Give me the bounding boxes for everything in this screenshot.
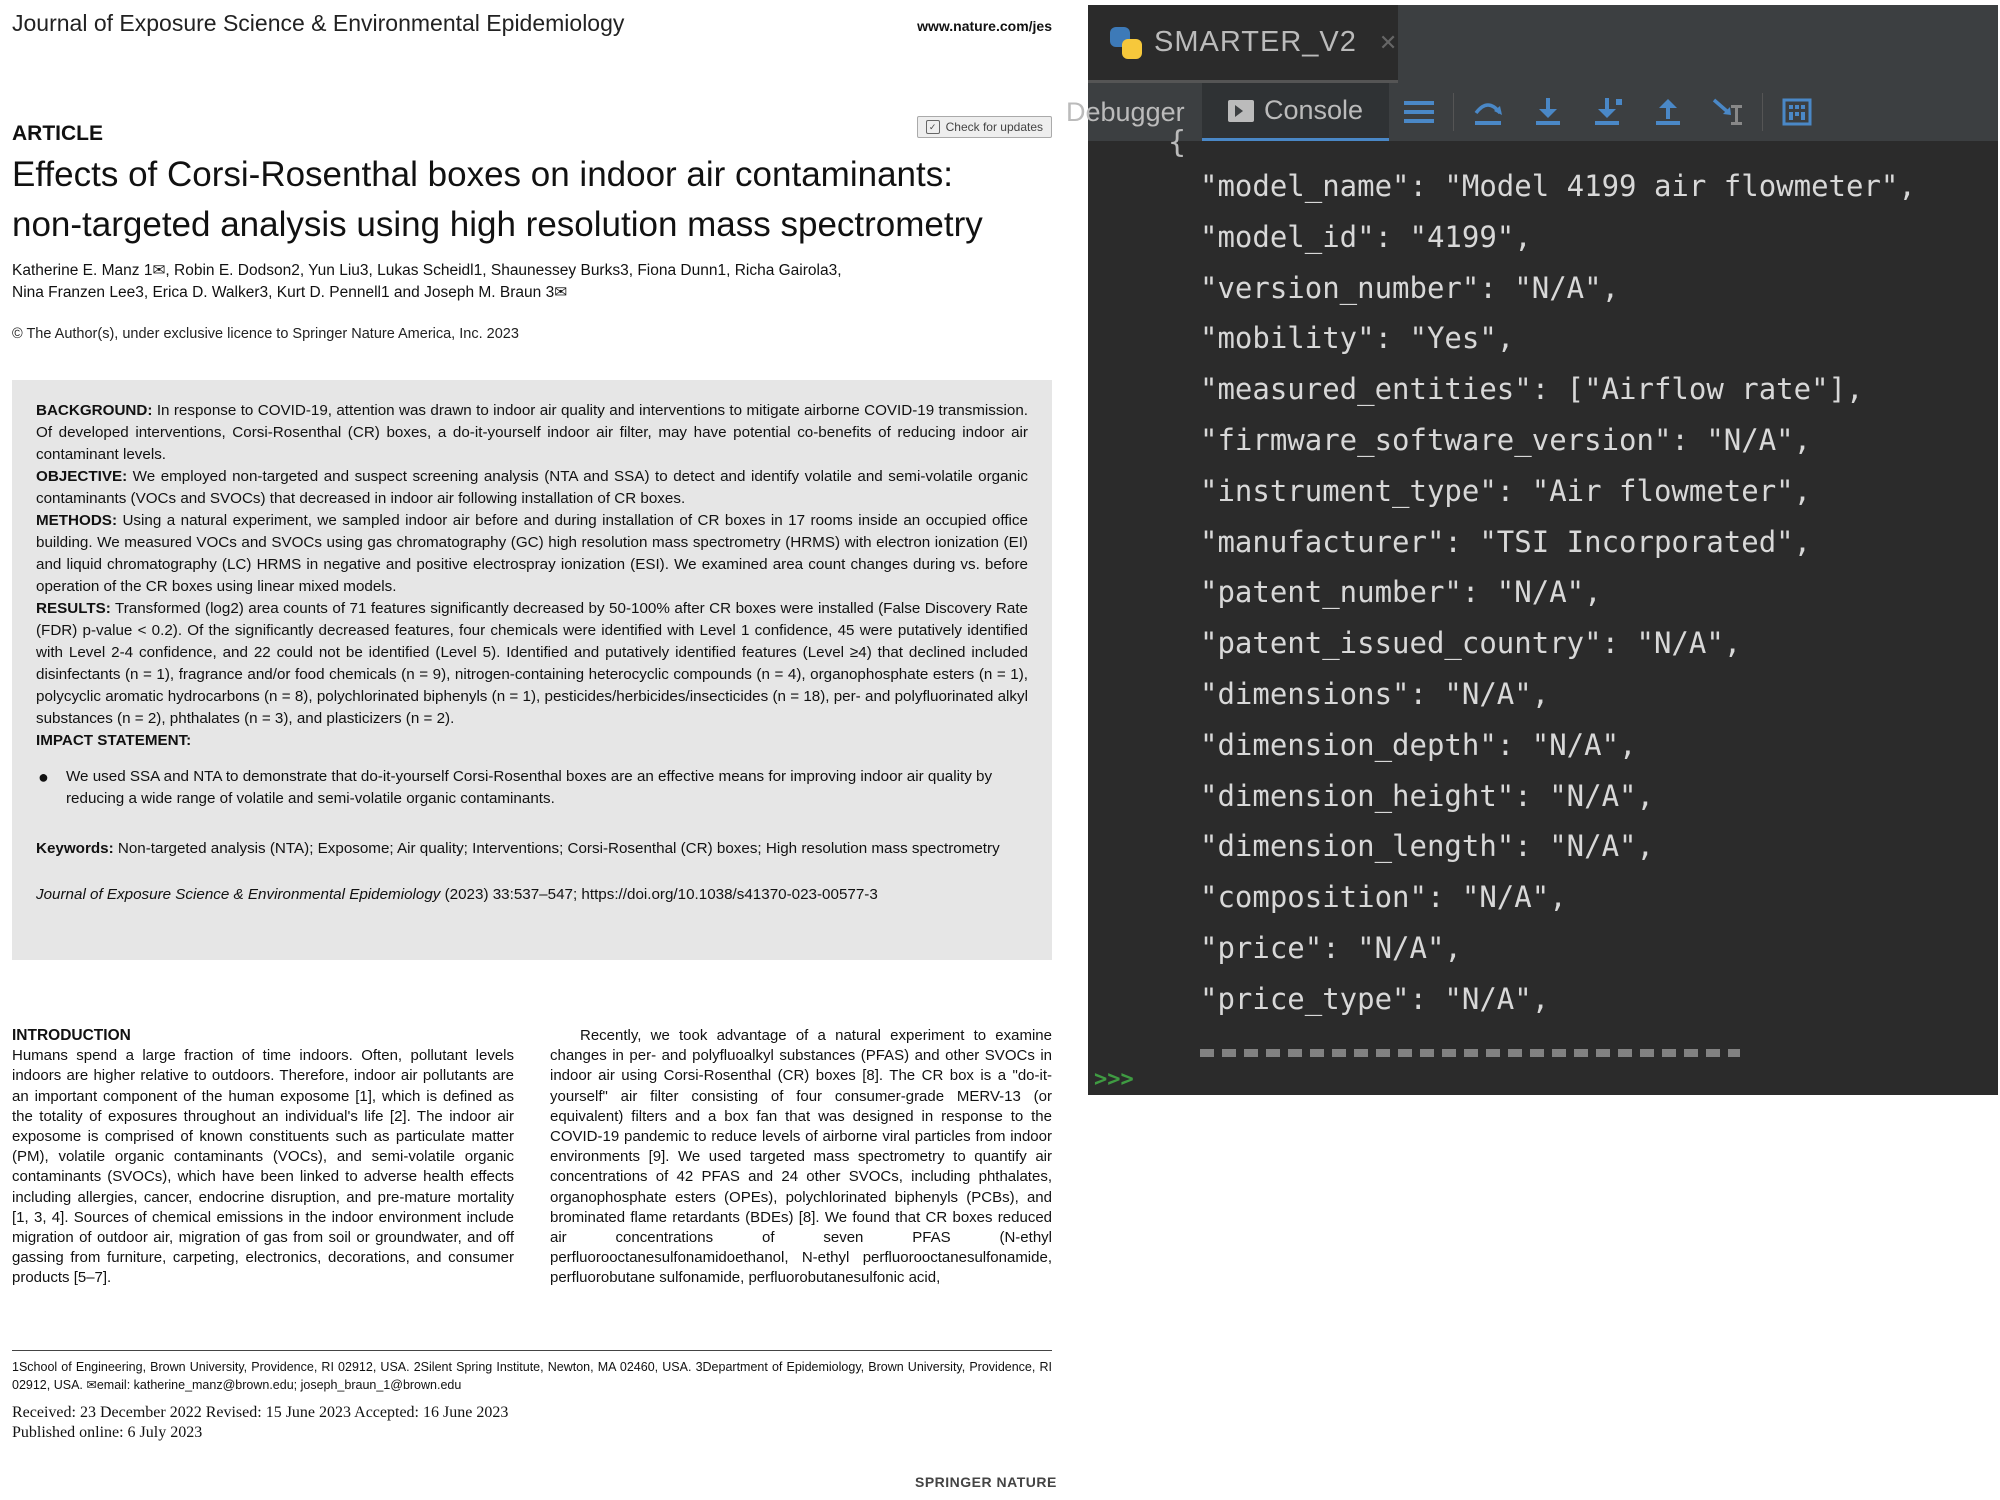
- impact-statement: ● We used SSA and NTA to demonstrate that do-it-yourself Corsi-Rosenthal boxes are an effective means for improving indoor air quality by reducing a wide range of volatile and semi-volatile organic contaminants.: [38, 767, 993, 807]
- step-into-my-code-icon[interactable]: [1578, 83, 1638, 141]
- json-line: "price_type": "N/A",: [1200, 981, 1550, 1016]
- affiliations: 1School of Engineering, Brown University, Providence, RI 02912, USA. 2Silent Spring Institute, Newton, MA 02460, USA. 3Department of Epidemiology, Brown University, Providence, RI 02912, USA. ✉email: katherine_manz@brown.edu; joseph_braun_1@brown.edu: [12, 1360, 1052, 1392]
- json-line: "dimension_height": "N/A",: [1200, 778, 1654, 813]
- step-out-icon[interactable]: [1638, 83, 1698, 141]
- console-prompt[interactable]: >>>: [1094, 1067, 1134, 1092]
- tab-project[interactable]: [1088, 5, 1398, 83]
- console-tab-label: Console: [1264, 95, 1364, 125]
- abstract-results: RESULTS: Transformed (log2) area counts of 71 features significantly decreased by 50-100% after CR boxes were installed (False Discovery Rate (FDR) p-value < 0.2). Of the significantly decreased features, four chemicals were identified with Level 1 confidence, 45 were putatively identified with Level 2-4 confidence, and 22 could not be identified (Level 5). Identified and putatively identified features (Level ≥4) that declined included disinfectants (n = 1), fragrance and/or food chemicals (n = 9), nitrogen-containing heterocyclic compounds (n = 4), organophosphate esters (n = 1), polycyclic aromatic hydrocarbons (n = 8), polychlorinated biphenyls (n = 1), pesticides/herbicides/insecticides (n = 18), per- and polyfluorinated alkyl substances (n = 2), phthalates (n = 3), and plasticizers (n = 2).: [36, 600, 1028, 727]
- json-line: "measured_entities": ["Airflow rate"],: [1200, 372, 1864, 407]
- introduction-left-column: [12, 1026, 514, 1289]
- abstract-objective: OBJECTIVE: We employed non-targeted and suspect screening analysis (NTA and SSA) to detect and identify volatile and semi-volatile organic contaminants (VOCs and SVOCs) that decreased in indoor air following installation of CR boxes.: [36, 468, 1028, 507]
- json-output: [1200, 161, 1916, 1025]
- json-line: "dimension_depth": "N/A",: [1200, 727, 1637, 762]
- json-line: "model_id": "4199",: [1200, 219, 1532, 254]
- impact-statement-heading: IMPACT STATEMENT:: [36, 732, 192, 749]
- toolbar-separator: [1453, 93, 1454, 131]
- check-updates-icon: ✓: [926, 120, 940, 134]
- ide-tab-bar: [1088, 5, 1998, 83]
- publisher-logo: SPRINGER NATURE: [915, 1474, 1057, 1490]
- json-line: "mobility": "Yes",: [1200, 321, 1515, 356]
- json-line: "instrument_type": "Air flowmeter",: [1200, 473, 1812, 508]
- article-type-label: ARTICLE: [12, 122, 103, 145]
- footnote-divider: [12, 1350, 1052, 1351]
- authors-line: Katherine E. Manz 1✉, Robin E. Dodson2, Yun Liu3, Lukas Scheidl1, Shaunessey Burks3, Fiona Dunn1, Richa Gairola3,: [12, 262, 842, 279]
- ide-toolbar: [1066, 83, 1998, 141]
- title-line: Effects of Corsi-Rosenthal boxes on indoor air contaminants:: [12, 155, 953, 194]
- publication-dates: [12, 1403, 508, 1443]
- introduction-paragraph: Humans spend a large fraction of time indoors. Often, pollutant levels indoors are higher relative to outdoors. Therefore, indoor air pollutants are an important component of the human exposome [1], which is defined as the totality of exposures throughout an individual's life [2]. The indoor air exposome is comprised of known constituents such as particulate matter (PM), volatile organic contaminants (VOCs), and semi-volatile organic contaminants (SVOCs), which have been linked to adverse health effects including allergies, cancer, endocrine disruption, and pre-mature mortality [1, 3, 4]. Sources of chemical emissions in the indoor environment include migration of outdoor air, migration of gas from soil or groundwater, and off gassing from furniture, carpeting, electronics, decorations, and consumer products [5–7].: [12, 1047, 514, 1287]
- ide-panel: [1066, 5, 1998, 1095]
- step-into-icon[interactable]: [1518, 83, 1578, 141]
- authors-line: Nina Franzen Lee3, Erica D. Walker3, Kurt D. Pennell1 and Joseph M. Braun 3✉: [12, 284, 568, 301]
- json-line: "version_number": "N/A",: [1200, 270, 1620, 305]
- python-icon: [1110, 27, 1142, 59]
- received-dates: Received: 23 December 2022 Revised: 15 June 2023 Accepted: 16 June 2023: [12, 1404, 509, 1421]
- published-date: Published online: 6 July 2023: [12, 1424, 203, 1441]
- keywords: Keywords: Non-targeted analysis (NTA); Exposome; Air quality; Interventions; Corsi-Rosenthal (CR) boxes; High resolution mass spectrometry: [36, 840, 1000, 857]
- article-title: [12, 150, 1062, 250]
- introduction-right-column: [550, 1026, 1052, 1289]
- console-output[interactable]: [1088, 125, 1998, 1067]
- json-line: "composition": "N/A",: [1200, 880, 1567, 915]
- title-line: non-targeted analysis using high resolution mass spectrometry: [12, 205, 983, 244]
- journal-url[interactable]: www.nature.com/jes: [917, 18, 1052, 34]
- check-for-updates-button[interactable]: [917, 116, 1052, 138]
- menu-icon[interactable]: [1389, 83, 1449, 141]
- json-open-brace: {: [1168, 125, 1187, 160]
- doi-link[interactable]: (2023) 33:537–547; https://doi.org/10.1038/s41370-023-00577-3: [444, 886, 878, 903]
- project-tab-label: SMARTER_V2: [1154, 26, 1357, 58]
- check-updates-label: Check for updates: [945, 120, 1043, 134]
- run-to-cursor-icon[interactable]: [1698, 83, 1758, 141]
- abstract-box: [12, 380, 1052, 960]
- json-line: "price": "N/A",: [1200, 930, 1462, 965]
- json-line: "dimension_length": "N/A",: [1200, 829, 1654, 864]
- journal-title: Journal of Exposure Science & Environmental Epidemiology: [12, 10, 625, 36]
- json-line: "model_name": "Model 4199 air flowmeter",: [1200, 169, 1916, 203]
- json-line: "firmware_software_version": "N/A",: [1200, 422, 1812, 457]
- introduction-paragraph: Recently, we took advantage of a natural experiment to examine changes in per- and polyfluoalkyl substances (PFAS) and other SVOCs in indoor air using Corsi-Rosenthal (CR) boxes [8]. The CR box is a "do-it-yourself" air filter consisting of four consumer-grade MERV-13 (or equivalent) filters and a box fan that was designed in response to the COVID-19 pandemic to reduce levels of airborne viral particles from indoor environments [9]. We used targeted mass spectrometry to quantify air concentrations of 42 PFAS and 24 other SVOCs, including phthalates, organophosphate esters (OPEs), polychlorinated biphenyls (PCBs), and brominated flame retardants (BDEs) [8]. We found that CR boxes reduced air concentrations of seven PFAS (N-ethyl perfluorooctanesulfonamidoethanol, N-ethyl perfluorooctanesulfonamide, perfluorobutane sulfonamide, perfluorobutanesulfonic acid,: [550, 1027, 1052, 1287]
- copyright-notice: © The Author(s), under exclusive licence to Springer Nature America, Inc. 2023: [12, 326, 519, 342]
- author-list: [12, 260, 1012, 304]
- introduction-heading: INTRODUCTION: [12, 1027, 131, 1044]
- citation-line: Journal of Exposure Science & Environmental Epidemiology (2023) 33:537–547; https://doi.org/10.1038/s41370-023-00577-3: [36, 886, 878, 903]
- step-over-icon[interactable]: [1458, 83, 1518, 141]
- json-line: "patent_issued_country": "N/A",: [1200, 626, 1742, 661]
- json-line: "dimensions": "N/A",: [1200, 676, 1550, 711]
- json-line: "manufacturer": "TSI Incorporated",: [1200, 524, 1812, 559]
- abstract-methods: METHODS: Using a natural experiment, we sampled indoor air before and during installation of CR boxes in 17 rooms inside an occupied office building. We measured VOCs and SVOCs using gas chromatography (GC) high resolution mass spectrometry (HRMS) with electron ionization (EI) and liquid chromatography (LC) HRMS in negative and positive electrospray ionization (ESI). We examined area count changes during vs. before operation of the CR boxes using linear mixed models.: [36, 512, 1028, 595]
- abstract-background: BACKGROUND: In response to COVID-19, attention was drawn to indoor air quality and interventions to mitigate airborne COVID-19 transmission. Of developed interventions, Corsi-Rosenthal (CR) boxes, a do-it-yourself indoor air filter, may have potential co-benefits of reducing indoor air contaminant levels.: [36, 402, 1028, 463]
- tab-console[interactable]: [1202, 83, 1389, 141]
- json-line: "patent_number": "N/A",: [1200, 575, 1602, 610]
- clipped-line: [1200, 1049, 1740, 1057]
- toolbar-separator: [1762, 93, 1763, 131]
- evaluate-icon[interactable]: [1767, 83, 1827, 141]
- tab-debugger[interactable]: Debugger: [1066, 96, 1185, 127]
- bullet-icon: ●: [38, 767, 49, 787]
- console-icon: [1228, 100, 1254, 122]
- close-icon[interactable]: ✕: [1378, 29, 1398, 55]
